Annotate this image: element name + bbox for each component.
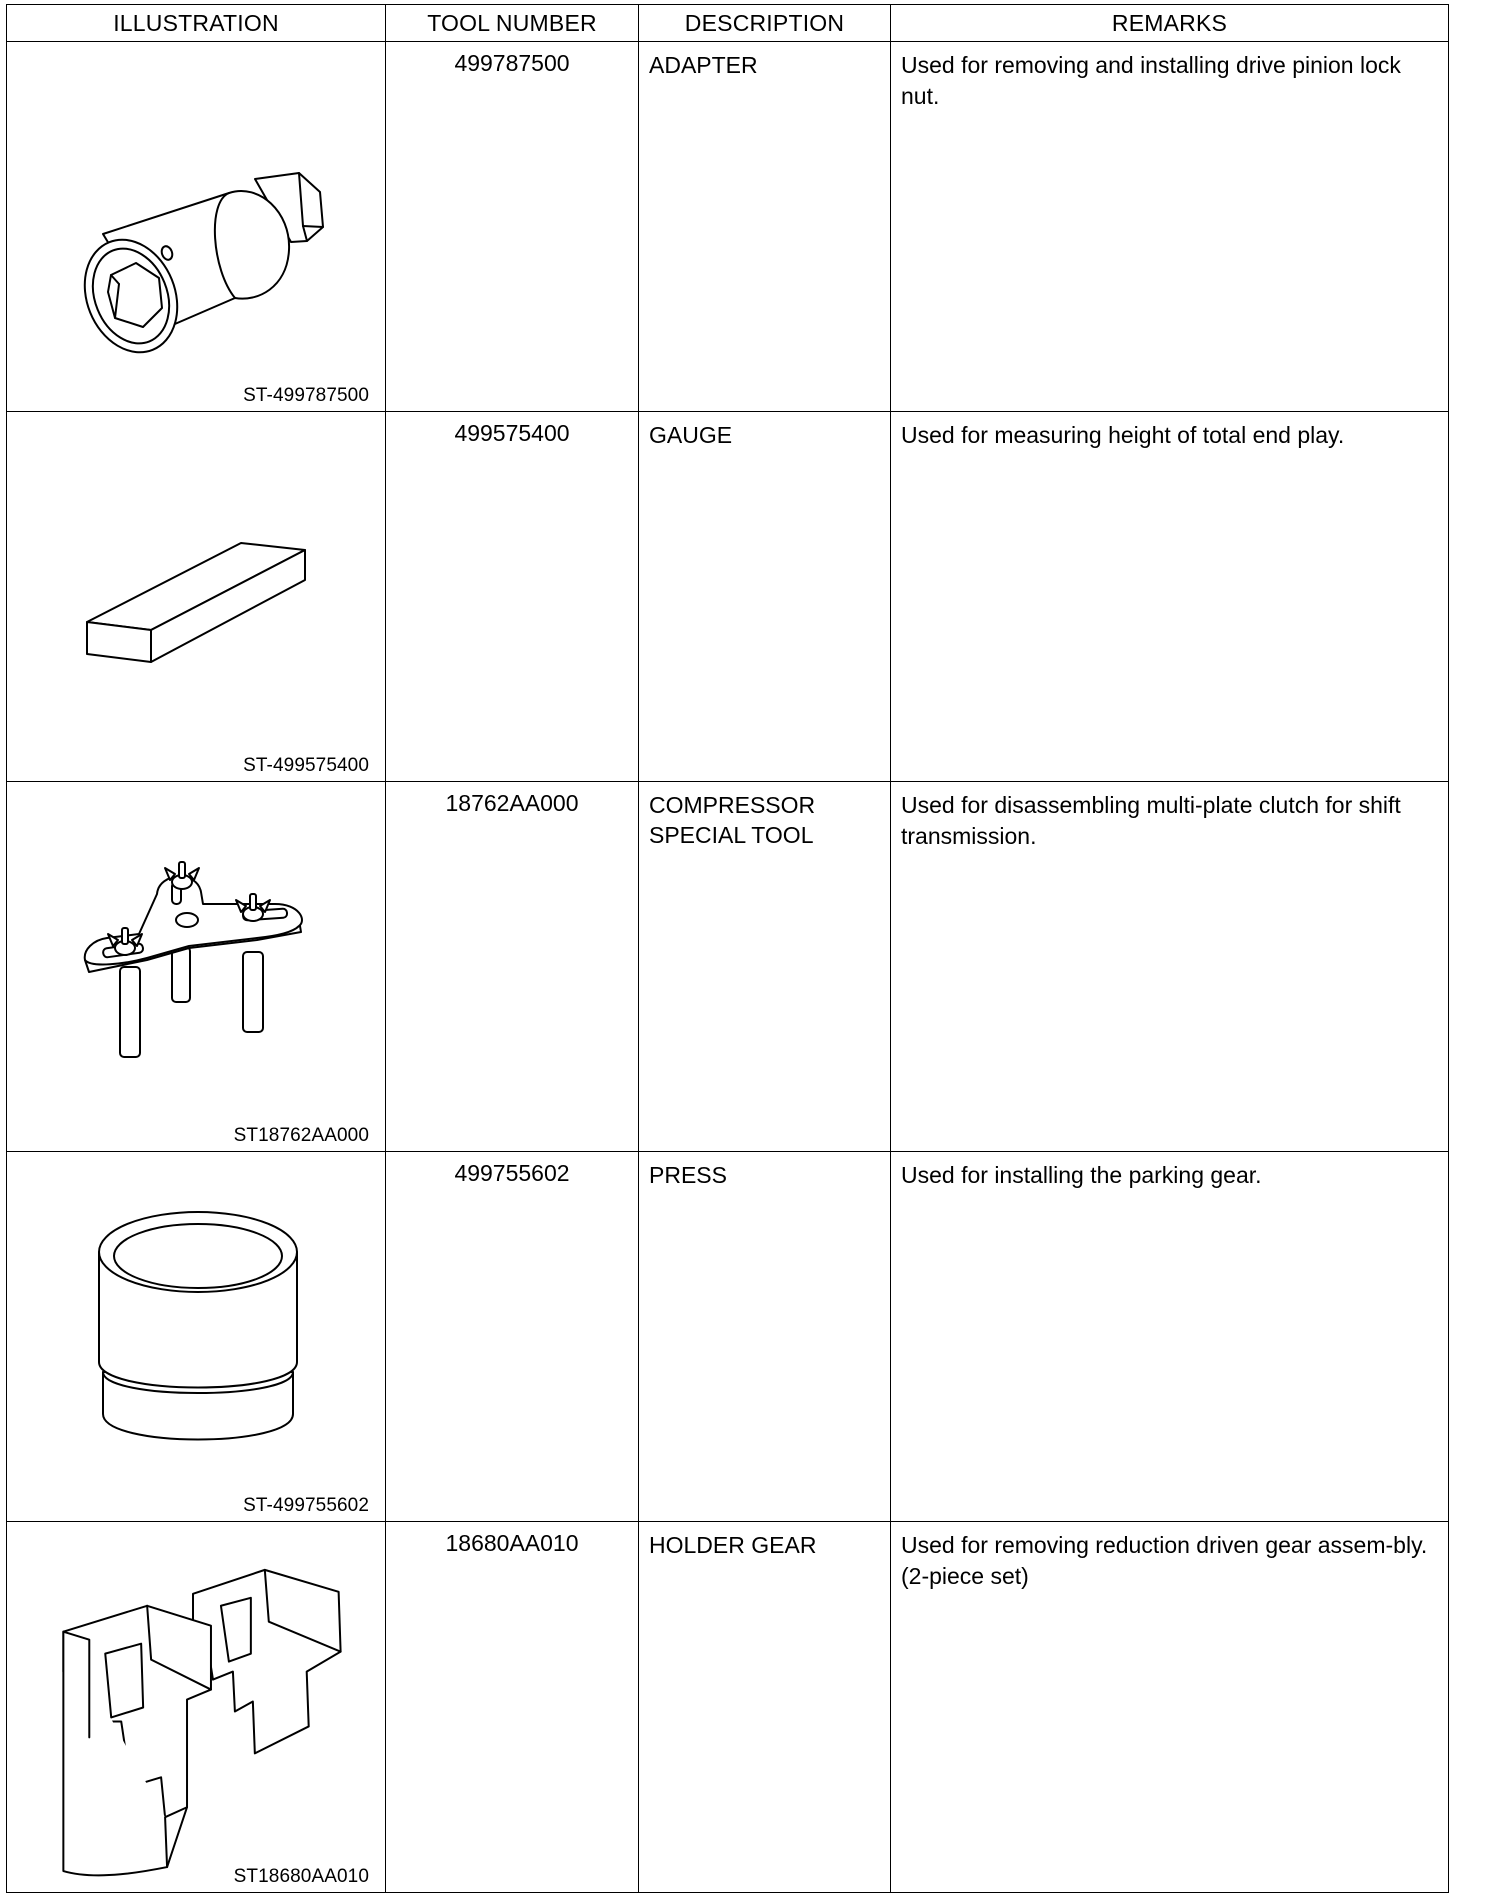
illustration-code: ST-499575400 [243, 755, 369, 776]
tool-number-cell: 18680AA010 [386, 1522, 639, 1893]
compressor-tool-icon [7, 782, 386, 1151]
description-cell: PRESS [639, 1152, 891, 1522]
description-cell: GAUGE [639, 412, 891, 782]
remarks-cell: Used for removing reduction driven gear assem-bly. (2-piece set) [891, 1522, 1449, 1893]
table-row [7, 782, 1449, 1152]
tool-number-cell: 499575400 [386, 412, 639, 782]
holder-gear-icon [7, 1522, 386, 1891]
illustration-code: ST-499787500 [243, 385, 369, 406]
illustration-cell [7, 1152, 386, 1522]
illustration-code: ST-499755602 [243, 1495, 369, 1516]
table-row [7, 1522, 1449, 1893]
tool-number-cell: 499755602 [386, 1152, 639, 1522]
description-cell: ADAPTER [639, 42, 891, 412]
illustration-code: ST18762AA000 [233, 1125, 369, 1146]
header-tool-number: TOOL NUMBER [386, 5, 639, 42]
table-row [7, 42, 1449, 412]
illustration-cell [7, 782, 386, 1152]
remarks-cell: Used for removing and installing drive pinion lock nut. [891, 42, 1449, 412]
press-cylinder-icon [7, 1152, 386, 1521]
tool-number-cell: 18762AA000 [386, 782, 639, 1152]
illustration-cell [7, 42, 386, 412]
table-header-row [7, 5, 1449, 42]
header-description: DESCRIPTION [639, 5, 891, 42]
remarks-cell: Used for installing the parking gear. [891, 1152, 1449, 1522]
illustration-cell [7, 412, 386, 782]
illustration-cell [7, 1522, 386, 1893]
table-row [7, 412, 1449, 782]
special-tools-table [6, 4, 1449, 1893]
table-row [7, 1152, 1449, 1522]
illustration-code: ST18680AA010 [233, 1866, 369, 1887]
remarks-cell: Used for measuring height of total end play. [891, 412, 1449, 782]
header-illustration: ILLUSTRATION [7, 5, 386, 42]
tool-number-cell: 499787500 [386, 42, 639, 412]
remarks-cell: Used for disassembling multi-plate clutch for shift transmission. [891, 782, 1449, 1152]
adapter-socket-icon [7, 42, 386, 411]
gauge-block-icon [7, 412, 386, 781]
description-cell: HOLDER GEAR [639, 1522, 891, 1893]
header-remarks: REMARKS [891, 5, 1449, 42]
description-cell: COMPRESSOR SPECIAL TOOL [639, 782, 891, 1152]
